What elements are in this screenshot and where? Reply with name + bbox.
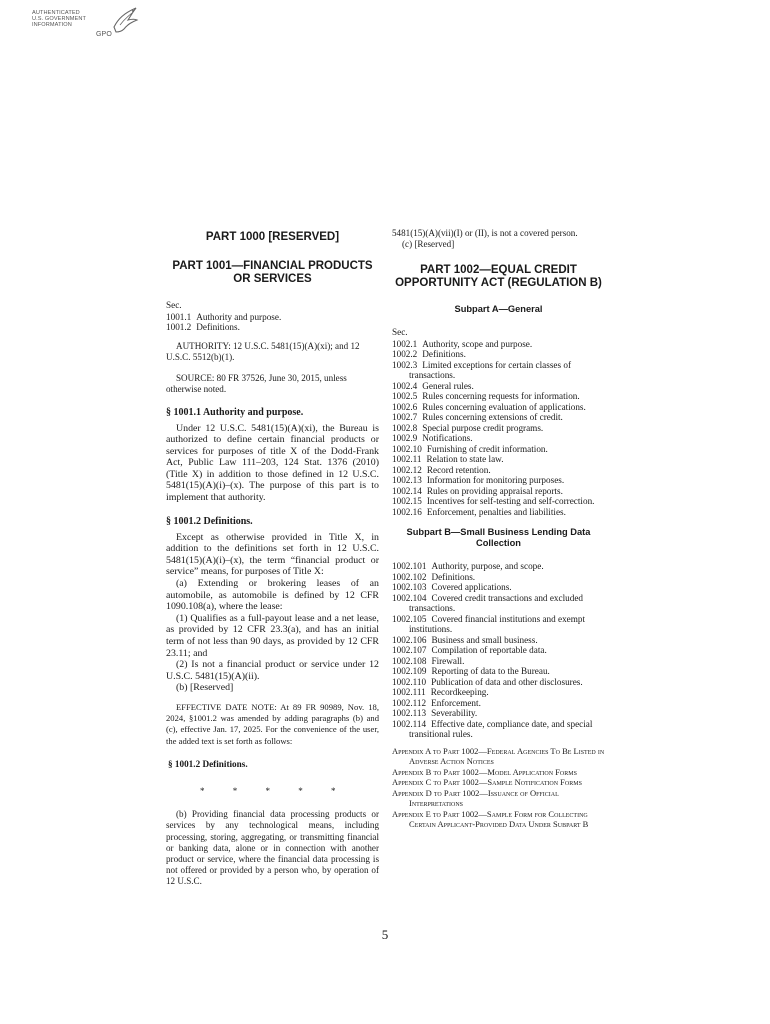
toc-item-number: 1002.106 — [392, 634, 427, 645]
toc-item-number: 1002.14 — [392, 485, 422, 496]
section-1001-1-body: Under 12 U.S.C. 5481(15)(A)(xi), the Bureau is authorized to define certain financial products or services for purposes of title X of the Dodd-Frank Act, Public Law 111–203, 124 Stat. 1376 (2010) (Title X) in addition to those defined in 12 U.S.C. 5481(15)(A)(i)–(x). The purpose of this part is to implement that authority. — [166, 422, 379, 504]
toc-item[interactable] — [392, 635, 605, 646]
toc-item-title: Notifications. — [422, 433, 473, 444]
toc-item-title: Covered financial institutions and exempt institutions. — [409, 613, 586, 635]
toc-item-number: 1002.7 — [392, 412, 418, 423]
toc-item-number: 1002.13 — [392, 475, 422, 486]
effective-date-note: EFFECTIVE DATE NOTE: At 89 FR 90989, Nov. 18, 2024, §1001.2 was amended by adding paragraphs (b) and (c), effective Jan. 17, 2025. For the convenience of the user, the added text is set forth as follows: — [166, 701, 379, 746]
toc-item-title: Record retention. — [426, 464, 491, 475]
toc-item-title: Rules concerning extensions of credit. — [422, 412, 563, 423]
toc-item-number: 1002.104 — [392, 592, 427, 603]
toc-item[interactable] — [392, 666, 605, 677]
toc-item-title: Severability. — [431, 708, 478, 719]
toc-item[interactable] — [392, 349, 605, 360]
part-1000-heading: PART 1000 [RESERVED] — [205, 231, 340, 243]
logo-line: INFORMATION — [32, 22, 72, 28]
toc-item[interactable] — [392, 645, 605, 656]
toc-item[interactable] — [392, 582, 605, 593]
toc-item[interactable] — [392, 677, 605, 688]
toc-item[interactable] — [166, 312, 379, 323]
logo-line: AUTHENTICATED — [32, 10, 80, 16]
section-1001-2-heading-repeat: § 1001.2 Definitions. — [168, 758, 248, 769]
toc-item-title: Authority, purpose, and scope. — [431, 561, 544, 572]
part-1002-heading: PART 1002—EQUAL CREDIT OPPORTUNITY ACT (REGULATION B) — [395, 264, 602, 290]
toc-item[interactable] — [392, 698, 605, 709]
toc-item-number: 1002.9 — [392, 433, 418, 444]
toc-item-title: Reporting of data to the Bureau. — [431, 666, 550, 677]
appendix-item[interactable]: Appendix D to Part 1002—Issuance of Official Interpretations — [392, 787, 559, 809]
toc-item[interactable] — [392, 656, 605, 667]
eagle-icon — [110, 5, 140, 35]
toc-item[interactable] — [392, 475, 605, 486]
subpart-b-heading: Subpart B—Small Business Lending Data Collection — [406, 527, 591, 549]
toc-item-number: 1002.110 — [392, 676, 427, 687]
toc-item-title: Relation to state law. — [426, 454, 504, 465]
toc-item-title: Definitions. — [431, 571, 476, 582]
toc-item-number: 1002.108 — [392, 655, 427, 666]
toc-item[interactable] — [392, 391, 605, 402]
toc-item-title: Rules concerning evaluation of applications. — [422, 401, 586, 412]
toc-item-title: General rules. — [422, 380, 474, 391]
toc-item[interactable] — [392, 561, 605, 572]
toc-item[interactable] — [392, 614, 605, 635]
subpart-b-toc — [392, 561, 605, 740]
toc-item[interactable] — [392, 465, 605, 476]
toc-item[interactable] — [392, 593, 605, 614]
toc-item[interactable] — [392, 339, 605, 350]
toc-item[interactable] — [392, 402, 605, 413]
appendix-list — [392, 746, 605, 830]
toc-item-number: 1002.6 — [392, 401, 418, 412]
toc-item-title: Firewall. — [431, 655, 465, 666]
toc-item-title: Authority, scope and purpose. — [422, 338, 533, 349]
toc-item-number: 1002.114 — [392, 718, 427, 729]
toc-item[interactable] — [392, 572, 605, 583]
toc-sec-label: Sec. — [166, 300, 182, 310]
toc-item-number: 1002.113 — [392, 708, 427, 719]
toc-item-title: Business and small business. — [431, 634, 538, 645]
toc-item[interactable] — [392, 486, 605, 497]
subpart-a-heading: Subpart A—General — [454, 304, 543, 315]
toc-item-title: Enforcement. — [431, 697, 481, 708]
source-note: SOURCE: 80 FR 37526, June 30, 2015, unless otherwise noted. — [166, 372, 347, 394]
toc-item-title: Incentives for self-testing and self-correction. — [426, 496, 595, 507]
toc-item-number: 1002.109 — [392, 666, 427, 677]
toc-item[interactable] — [392, 360, 605, 381]
toc-item-number: 1002.5 — [392, 391, 418, 402]
toc-item[interactable] — [392, 507, 605, 518]
toc-item-title: Rules on providing appraisal reports. — [426, 485, 563, 496]
toc-item-number: 1002.101 — [392, 561, 427, 572]
logo-line: GPO — [96, 31, 112, 38]
toc-item[interactable] — [392, 708, 605, 719]
paragraph-b: (b) Providing financial data processing products or services by any technological means, including processing, storing, aggregating, or transmitting financial or banking data, alone or in connection with another product or service, where the financial data processing is not offered or provided by a person who, by operation of 12 U.S.C. — [166, 809, 379, 886]
toc-item-title: Information for monitoring purposes. — [426, 475, 565, 486]
section-1001-1-heading: § 1001.1 Authority and purpose. — [166, 406, 304, 418]
toc-item-number: 1002.111 — [392, 687, 426, 698]
toc-item-title: Authority and purpose. — [196, 311, 282, 322]
toc-item-number: 1002.10 — [392, 443, 422, 454]
toc-item-number: 1002.102 — [392, 571, 427, 582]
toc-item-number: 1002.103 — [392, 582, 427, 593]
toc-item-number: 1002.16 — [392, 506, 422, 517]
toc-item[interactable] — [166, 322, 379, 333]
section-1001-2-paragraph: Except as otherwise provided in Title X, in addition to the definitions set forth in 12 U.S.C. 5481(15)(A)(i)–(x), the term “financial product or service” means, for purposes of Title X: — [166, 531, 379, 578]
toc-item-number: 1002.15 — [392, 496, 422, 507]
toc-item-number: 1002.105 — [392, 613, 427, 624]
page-number: 5 — [381, 927, 389, 942]
toc-item-number: 1002.107 — [392, 645, 427, 656]
toc-item-title: Publication of data and other disclosures. — [431, 676, 583, 687]
section-1001-2-paragraph: (b) [Reserved] — [176, 682, 234, 694]
section-1001-2-heading: § 1001.2 Definitions. — [166, 515, 253, 527]
toc-item[interactable] — [392, 423, 605, 434]
authority-note: AUTHORITY: 12 U.S.C. 5481(15)(A)(xi); and 12 U.S.C. 5512(b)(1). — [166, 340, 360, 362]
toc-item-number: 1002.2 — [392, 349, 418, 360]
omission-stars: * * * * * — [200, 785, 336, 796]
logo-line: U.S. GOVERNMENT — [32, 16, 87, 22]
left-column — [166, 228, 379, 887]
appendix-item[interactable]: Appendix B to Part 1002—Model Application Forms — [392, 766, 577, 777]
toc-item-title: Enforcement, penalties and liabilities. — [426, 506, 566, 517]
right-column — [392, 228, 605, 830]
subpart-a-toc — [392, 339, 605, 518]
toc-item-number: 1002.1 — [392, 338, 418, 349]
gpo-authentication-logo — [26, 5, 142, 47]
toc-item[interactable] — [392, 433, 605, 444]
toc-item-title: Effective date, compliance date, and special transitional rules. — [409, 718, 593, 740]
toc-item-number: 1002.4 — [392, 380, 418, 391]
toc-item[interactable] — [392, 444, 605, 455]
toc-item-number: 1002.112 — [392, 697, 427, 708]
toc-item[interactable] — [392, 719, 605, 740]
toc-item-title: Limited exceptions for certain classes of transactions. — [409, 359, 571, 381]
toc-item[interactable] — [392, 412, 605, 423]
toc-item-number: 1002.8 — [392, 422, 418, 433]
toc-item[interactable] — [392, 381, 605, 392]
toc-item-number: 1001.1 — [166, 311, 192, 322]
section-1001-2-paragraph: (1) Qualifies as a full-payout lease and a net lease, as provided by 12 CFR 23.3(a), and has an initial term of not less than 90 days, as provided by 12 CFR 23.11; and — [166, 612, 379, 659]
paragraph-c: (c) [Reserved] — [402, 239, 455, 250]
appendix-item[interactable]: Appendix A to Part 1002—Federal Agencies To Be Listed in Adverse Action Notices — [392, 745, 605, 767]
part-1001-toc — [166, 312, 379, 333]
toc-sec-label: Sec. — [392, 327, 408, 338]
section-1001-2-paragraph: (2) Is not a financial product or service under 12 U.S.C. 5481(15)(A)(ii). — [166, 659, 379, 682]
toc-item-title: Covered applications. — [431, 582, 512, 593]
toc-item-number: 1002.3 — [392, 359, 418, 370]
toc-item-number: 1002.11 — [392, 454, 422, 465]
toc-item-title: Recordkeeping. — [430, 687, 489, 698]
toc-item-title: Covered credit transactions and excluded transactions. — [409, 592, 583, 614]
appendix-item[interactable]: Appendix E to Part 1002—Sample Form for Collecting Certain Applicant-Provided Data Under Subpart B — [392, 808, 589, 830]
toc-item[interactable] — [392, 496, 605, 507]
toc-item[interactable] — [392, 687, 605, 698]
part-1001-heading: PART 1001—FINANCIAL PRODUCTS OR SERVICES — [172, 260, 373, 285]
toc-item-number: 1002.12 — [392, 464, 422, 475]
toc-item-number: 1001.2 — [166, 322, 192, 332]
toc-item[interactable] — [392, 454, 605, 465]
appendix-item[interactable]: Appendix C to Part 1002—Sample Notification Forms — [392, 777, 582, 788]
toc-item-title: Special purpose credit programs. — [422, 422, 544, 433]
continued-text: 5481(15)(A)(vii)(I) or (II), is not a covered person. — [392, 228, 578, 238]
toc-item-title: Definitions. — [196, 322, 240, 332]
toc-item-title: Furnishing of credit information. — [426, 443, 548, 454]
toc-item-title: Rules concerning requests for information. — [422, 391, 580, 402]
toc-item-title: Compilation of reportable data. — [431, 645, 547, 656]
toc-item-title: Definitions. — [422, 349, 466, 360]
section-1001-2-paragraph: (a) Extending or brokering leases of an automobile, as automobile is defined by 12 CFR 1090.108(a), where the lease: — [166, 578, 379, 613]
